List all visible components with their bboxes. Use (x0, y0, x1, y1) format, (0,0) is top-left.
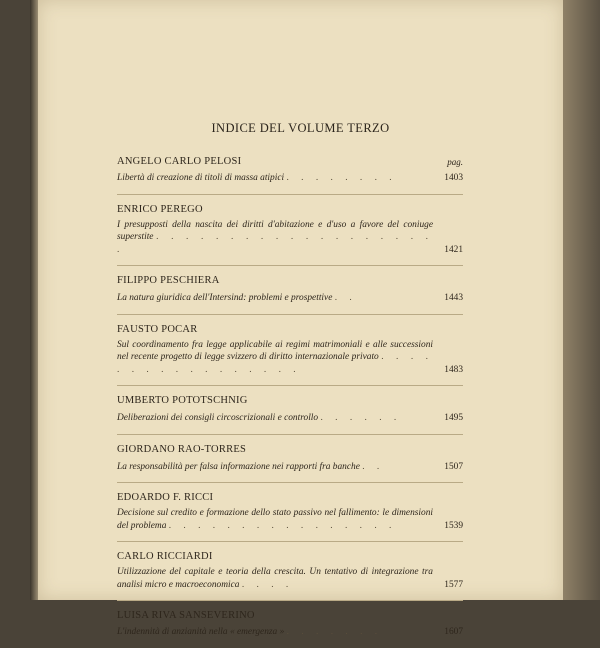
entry-divider (117, 600, 463, 601)
entry-page-number: 1421 (444, 244, 463, 255)
entry-title (117, 219, 463, 257)
dot-leader: . . (334, 293, 357, 303)
pag-label: pag. (447, 157, 463, 167)
dot-leader: . . (362, 461, 385, 472)
entry-author: FILIPPO PESCHIERA (117, 275, 220, 286)
entry-title-text: Libertà di creazione di titoli di massa atipici (117, 173, 285, 183)
entry-title-text: Decisione sul credito e formazione dello stato passivo nel fallimento: le dimensioni del problema (117, 508, 433, 531)
dot-leader: . . . . . . (320, 413, 402, 423)
entry-page-number: 1403 (444, 173, 463, 183)
entry-divider (117, 385, 463, 386)
entry-title-text: La responsabilità per falsa informazione nei rapporti fra banche (117, 461, 360, 472)
table-of-contents (117, 155, 463, 648)
entry-title-text: Deliberazioni dei consigli circoscrizionali e controllo (117, 413, 319, 423)
entry-title-text: Sul coordinamento fra legge applicabile ai regimi matrimoniali e alle successioni nel recente progetto di legge svizzero di diritto internazionale privato (117, 339, 433, 362)
entry-divider (117, 541, 463, 542)
page-title: INDICE DEL VOLUME TERZO (211, 121, 390, 135)
book-page (38, 0, 563, 637)
entry-title (117, 507, 463, 532)
entry-page-number: 1507 (444, 461, 463, 472)
entry-title-text: L'indennità di anzianità nella « emergenza » (117, 627, 285, 637)
facing-page-edge (563, 0, 600, 600)
book-spine-shadow (30, 0, 38, 600)
toc-entry (117, 155, 463, 185)
dot-leader: . . . . . . . . . . . . . . . . (168, 520, 397, 531)
entry-title (117, 292, 463, 305)
entry-author: EDOARDO F. RICCI (117, 492, 214, 503)
toc-entry (117, 274, 463, 305)
entry-divider (117, 314, 463, 315)
entry-author: UMBERTO POTOTSCHNIG (117, 395, 248, 406)
dot-leader: . . . . . . . . (286, 173, 397, 183)
dot-leader: . . . . (241, 579, 294, 590)
toc-entry (117, 609, 463, 639)
entry-title-text: Utilizzazione del capitale e teoria della crescita. Un tentativo di integrazione tra analisi micro e macroeconomica (117, 567, 433, 590)
entry-author: ENRICO PEREGO (117, 203, 203, 215)
entry-title (117, 626, 463, 639)
entry-title-text: I presupposti della nascita dei diritti d'abitazione e d'uso a favore del coniuge superstite (117, 219, 433, 242)
entry-title (117, 339, 463, 377)
dot-leader: . . . . . . . . . . . . . . . . . (117, 352, 433, 375)
entry-author: ANGELO CARLO PELOSI (117, 156, 242, 167)
entry-page-number: 1495 (444, 413, 463, 423)
entry-title (117, 566, 463, 591)
entry-title-text: La natura giuridica dell'Intersind: problemi e prospettive (117, 293, 333, 303)
dot-leader: . . . . . . . (286, 627, 383, 637)
toc-entry (117, 203, 463, 257)
entry-author: LUISA RIVA SANSEVERINO (117, 610, 255, 621)
entry-title (117, 412, 463, 425)
toc-entry (117, 550, 463, 591)
entry-page-number: 1443 (444, 293, 463, 303)
entry-divider (117, 434, 463, 435)
toc-entry (117, 491, 463, 532)
toc-entry (117, 443, 463, 474)
entry-divider (117, 194, 463, 195)
entry-divider (117, 482, 463, 483)
entry-divider (117, 265, 463, 266)
toc-entry (117, 323, 463, 377)
entry-page-number: 1577 (444, 579, 463, 590)
entry-title (117, 461, 463, 474)
entry-title (117, 172, 463, 185)
dot-leader: . . . . . . . . . . . . . . . . . . . . (117, 232, 434, 255)
entry-page-number: 1483 (444, 364, 463, 375)
entry-author: CARLO RICCIARDI (117, 551, 213, 562)
entry-page-number: 1539 (444, 520, 463, 531)
toc-entry (117, 394, 463, 425)
entry-page-number: 1607 (444, 627, 463, 637)
entry-author: FAUSTO POCAR (117, 323, 198, 335)
entry-author: GIORDANO RAO-TORRES (117, 443, 247, 455)
